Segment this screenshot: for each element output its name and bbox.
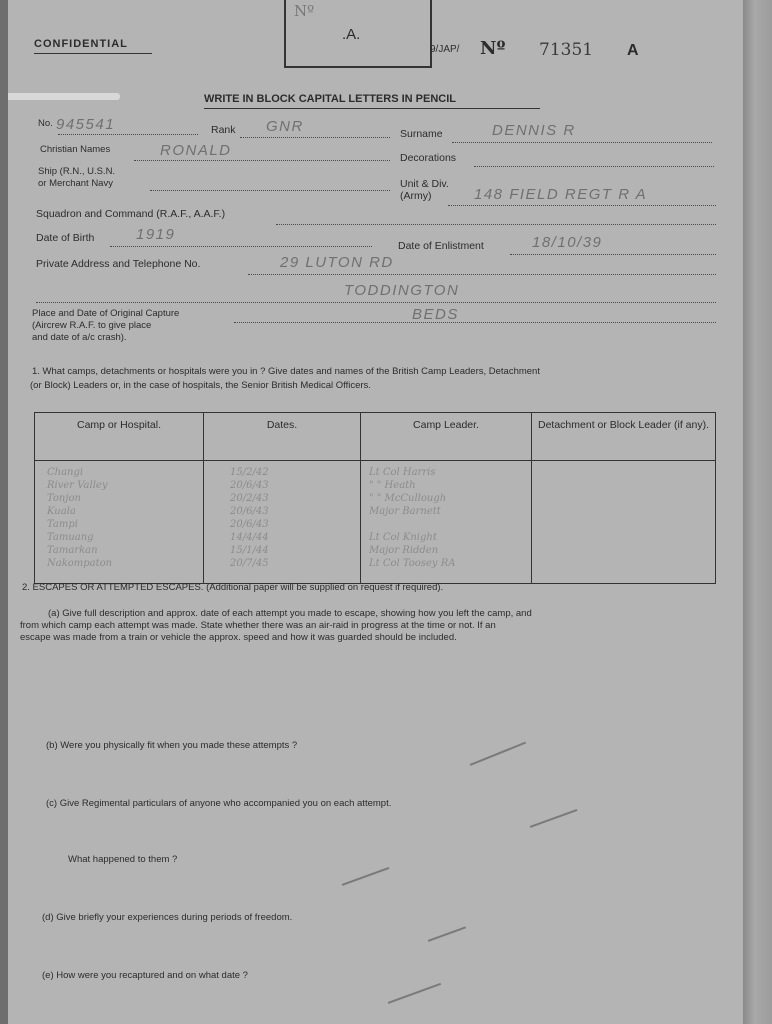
question-2c-followup: What happened to them ? (68, 854, 178, 865)
leaders-entry: " " Heath (369, 480, 416, 491)
leaders-entry: Lt Col Knight (369, 532, 437, 543)
christian-names-label: Christian Names (40, 144, 111, 155)
leaders-entry: " " McCullough (369, 493, 447, 504)
header-dates: Dates. (204, 413, 361, 461)
pencil-dash-c (530, 809, 577, 828)
camps-entry: Nakompaton (47, 558, 113, 569)
surname-label: Surname (400, 128, 443, 140)
rank-line (240, 137, 390, 138)
stamp-number-label: Nº (294, 2, 315, 20)
dates-entry: 15/2/42 (230, 467, 269, 478)
enlistment-line (510, 254, 716, 255)
question-2b: (b) Were you physically fit when you made these attempts ? (46, 740, 298, 751)
rank-value: GNR (266, 118, 304, 135)
pencil-dash-b (470, 742, 526, 766)
address-line-2: TODDINGTON (344, 282, 460, 299)
service-number-value: 945541 (56, 116, 116, 133)
address-dotted-2 (36, 302, 716, 303)
camps-entry: Changi (47, 467, 84, 478)
leader-column (361, 461, 532, 584)
camps-entry: River Valley (47, 480, 108, 491)
form-code: 9/JAP/ (430, 44, 460, 55)
capture-label-2: (Aircrew R.A.F. to give place (32, 320, 152, 331)
squadron-line (276, 224, 716, 225)
question-2c: (c) Give Regimental particulars of anyone who accompanied you on each attempt. (46, 798, 392, 809)
dates-entry: 20/2/43 (230, 493, 269, 504)
stamp-mark: .A. (342, 26, 361, 43)
enlistment-value: 18/10/39 (532, 234, 603, 251)
camps-entry: Tampi (47, 519, 78, 530)
surname-line (452, 142, 712, 143)
leaders-entry: Lt Col Toosey RA (369, 558, 456, 569)
leaders-entry: Major Barnett (369, 506, 441, 517)
dates-column (204, 461, 361, 584)
address-dotted-1 (248, 274, 716, 275)
camps-entry: Kuala (47, 506, 76, 517)
form-number: 71351 (539, 40, 594, 60)
question-1-text-2: (or Block) Leaders or, in the case of hospitals, the Senior British Medical Officers. (30, 380, 371, 391)
form-suffix: A (627, 42, 639, 59)
question-2a-line-3: escape was made from a train or vehicle the approx. speed and how it was guarded should be included. (20, 632, 457, 643)
pencil-dash-c2 (342, 867, 389, 886)
header-camp-leader: Camp Leader. (361, 413, 532, 461)
question-2d: (d) Give briefly your experiences during periods of freedom. (42, 912, 293, 923)
camps-entry: Tamuang (47, 532, 94, 543)
unit-line (448, 205, 716, 206)
christian-names-line (134, 160, 390, 161)
capture-line (234, 322, 716, 323)
enlistment-label: Date of Enlistment (398, 240, 484, 252)
address-line-3: BEDS (412, 306, 459, 323)
detachment-column (532, 461, 716, 584)
ship-label-2: or Merchant Navy (38, 178, 113, 189)
unit-label-2: (Army) (400, 190, 432, 202)
number-label: Nº (480, 38, 506, 59)
confidential-underline (34, 53, 152, 54)
service-number-line (58, 134, 198, 135)
unit-label: Unit & Div. (400, 178, 449, 190)
date-of-birth-value: 1919 (136, 226, 176, 243)
capture-label: Place and Date of Original Capture (32, 308, 180, 319)
form-page (8, 0, 743, 1024)
rank-label: Rank (211, 124, 236, 136)
unit-value: 148 FIELD REGT R A (474, 186, 648, 203)
camp-column (35, 461, 204, 584)
decorations-label: Decorations (400, 152, 457, 164)
page-stack-edge (743, 0, 772, 1024)
instruction-heading: WRITE IN BLOCK CAPITAL LETTERS IN PENCIL (204, 93, 456, 105)
question-2a-line-2: from which camp each attempt was made. State whether there was an air-raid in progress at the time or not. If an (20, 620, 496, 631)
service-number-label: No. (38, 118, 53, 129)
pencil-dash-e (388, 983, 441, 1004)
pencil-dash-d (428, 926, 466, 941)
dates-entry: 20/6/43 (230, 519, 269, 530)
camps-entry: Tamarkan (47, 545, 98, 556)
header-detachment: Detachment or Block Leader (if any). (532, 413, 716, 461)
question-2a-line-1: (a) Give full description and approx. date of each attempt you made to escape, showing how you left the camp, and (48, 608, 532, 619)
camps-entry: Tonjon (47, 493, 81, 504)
dates-entry: 20/7/45 (230, 558, 269, 569)
surname-value: DENNIS R (492, 122, 576, 139)
ship-line (150, 190, 390, 191)
date-of-birth-label: Date of Birth (36, 232, 95, 244)
address-line-1: 29 LUTON RD (280, 254, 394, 271)
capture-label-3: and date of a/c crash). (32, 332, 127, 343)
header-camp: Camp or Hospital. (35, 413, 204, 461)
date-of-birth-line (110, 246, 372, 247)
dates-entry: 20/6/43 (230, 506, 269, 517)
camps-table (34, 412, 716, 584)
pencil-string (8, 93, 120, 100)
ship-label: Ship (R.N., U.S.N. (38, 166, 116, 177)
question-2-title: 2. ESCAPES OR ATTEMPTED ESCAPES. (Additional paper will be supplied on request if required). (22, 582, 444, 593)
christian-names-value: RONALD (160, 142, 232, 159)
leaders-entry: Lt Col Harris (369, 467, 436, 478)
question-1-text: 1. What camps, detachments or hospitals were you in ? Give dates and names of the British Camp Leaders, Detachment (32, 366, 540, 377)
confidential-label: CONFIDENTIAL (34, 38, 128, 50)
dates-entry: 15/1/44 (230, 545, 269, 556)
question-2e: (e) How were you recaptured and on what date ? (42, 970, 248, 981)
leaders-entry: Major Ridden (369, 545, 439, 556)
dates-entry: 14/4/44 (230, 532, 269, 543)
dates-entry: 20/6/43 (230, 480, 269, 491)
address-label: Private Address and Telephone No. (36, 258, 201, 270)
squadron-label: Squadron and Command (R.A.F., A.A.F.) (36, 208, 226, 220)
decorations-line (474, 166, 714, 167)
instruction-underline (204, 108, 540, 109)
